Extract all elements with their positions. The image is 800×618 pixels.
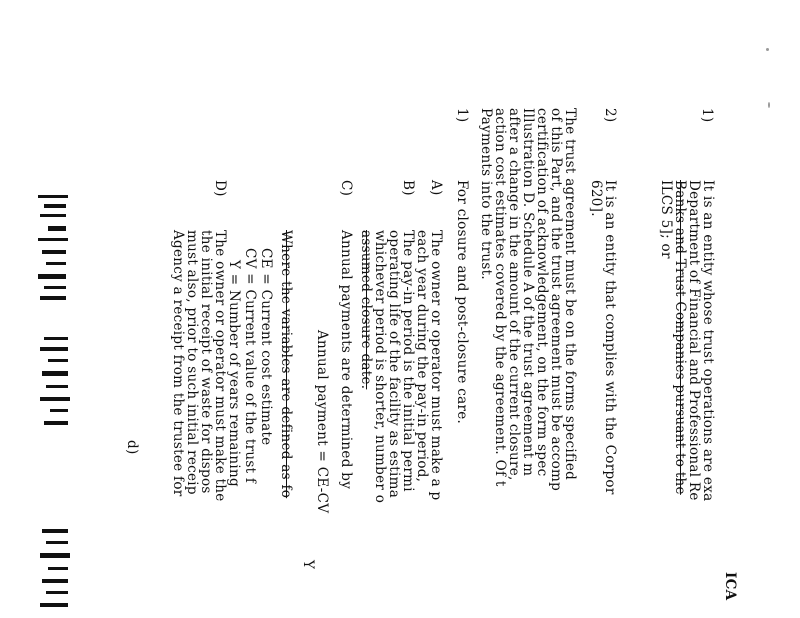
page-code: ICA xyxy=(722,572,738,601)
item-line: It is an entity whose trust operations are exa xyxy=(700,180,716,502)
sub-line: Annual payments are determined by xyxy=(338,230,354,490)
paragraph-line: certification of acknowledgement, on the form spec xyxy=(534,108,550,477)
sub-line: each year during the pay-in period, xyxy=(414,230,430,483)
paragraph-line: action cost estimates covered by the agreement. Of t xyxy=(492,108,508,487)
item-line: It is an entity that complies with the Corpor xyxy=(602,180,618,495)
sub-marker-d: D) xyxy=(212,180,228,197)
payments-heading: Payments into the trust. xyxy=(478,108,494,280)
sub-line: The owner or operator must make the xyxy=(212,230,228,502)
item-marker: 1) xyxy=(699,108,715,123)
variable-def: Y = Number of years remaining xyxy=(226,260,242,487)
sub-line: the initial receipt of waste for dispos xyxy=(198,230,214,494)
sub-line: Agency a receipt from the trustee for xyxy=(170,230,186,497)
item-line: ILCS 5]; or xyxy=(658,180,674,259)
formula: Annual payment = CE-CV xyxy=(314,330,330,514)
sub-line: must also, prior to such initial receip xyxy=(184,230,200,495)
variable-def: CE = Current cost estimate xyxy=(258,248,274,446)
sub-marker-a: A) xyxy=(428,180,444,196)
paragraph-line: of this Part, and the trust agreement must be accomp xyxy=(548,108,564,492)
item-line: Banks and Trust Companies pursuant to the xyxy=(672,180,688,495)
sub-marker-b: B) xyxy=(400,180,416,196)
variable-def: CV = Current value of the trust f xyxy=(242,248,258,484)
footer-marker: d) xyxy=(124,440,140,455)
sub-marker-c: C) xyxy=(338,180,354,197)
sub-line: Where the variables are defined as fo xyxy=(278,230,294,499)
section-text: For closure and post-closure care. xyxy=(454,180,470,425)
item-line: 620]. xyxy=(588,180,604,217)
sub-line: The owner or operator must make a p xyxy=(428,230,444,501)
paragraph-line: The trust agreement must be on the forms specified xyxy=(562,108,578,481)
item-marker: 2) xyxy=(602,108,618,123)
formula-denominator: Y xyxy=(300,560,316,570)
paragraph-line: after a change in the amount of the current closure, xyxy=(506,108,522,481)
item-line: Department of Financial and Professional Re xyxy=(686,180,702,501)
paragraph-line: Illustration D. Schedule A of the trust agreement m xyxy=(520,108,536,477)
sub-line: The pay-in period is the initial permi xyxy=(400,230,416,492)
sub-line: operating life of the facility as estima xyxy=(386,230,402,499)
sub-line: whichever period is shorter, number o xyxy=(372,230,388,504)
section-marker: 1) xyxy=(454,108,470,123)
sub-line: assumed closure date. xyxy=(358,230,374,390)
